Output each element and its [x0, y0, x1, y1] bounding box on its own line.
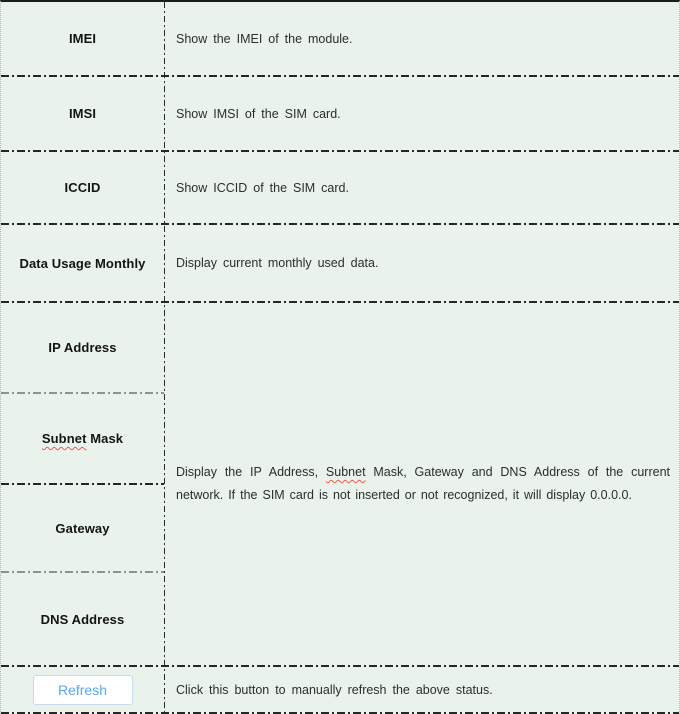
table-row-imsi	[1, 77, 679, 150]
label-iccid: ICCID	[64, 180, 101, 195]
merged-left-column	[1, 303, 164, 665]
label-subnet-mask	[42, 431, 123, 446]
row-description	[164, 225, 679, 301]
label-ip-address: IP Address	[48, 340, 117, 355]
row-label	[1, 225, 164, 301]
table-row-iccid	[1, 152, 679, 223]
description-data-usage-monthly: Display current monthly used data.	[176, 256, 379, 270]
merged-description-cell	[164, 303, 679, 665]
label-dns-address: DNS Address	[40, 611, 125, 627]
table-row-refresh	[1, 667, 679, 712]
spellcheck-word: Subnet	[41, 431, 87, 446]
table-row-imei	[1, 2, 679, 75]
table-row-gateway	[1, 485, 164, 571]
description-network-addresses	[176, 461, 670, 507]
description-imsi: Show IMSI of the SIM card.	[176, 106, 341, 121]
row-description	[164, 2, 679, 75]
label-imei: IMEI	[68, 31, 97, 46]
row-label	[1, 77, 164, 150]
row-description	[164, 152, 679, 223]
row-label	[1, 2, 164, 75]
row-label	[1, 667, 164, 712]
label-subnet-mask-rest: Mask	[86, 431, 124, 446]
table-row-data-usage-monthly	[1, 225, 679, 301]
description-imei: Show the IMEI of the module.	[176, 31, 353, 46]
row-description	[164, 667, 679, 712]
description-part1: Display the IP Address,	[176, 465, 326, 479]
table-row-ip-address	[1, 303, 164, 392]
spellcheck-word: Subnet	[325, 465, 366, 479]
column-divider	[164, 2, 165, 714]
table-row-subnet-mask	[1, 394, 164, 483]
row-description	[164, 77, 679, 150]
table-row-dns-address	[1, 573, 164, 665]
row-label	[1, 152, 164, 223]
label-data-usage-monthly: Data Usage Monthly	[19, 255, 146, 271]
merged-network-rows	[1, 303, 679, 665]
description-part2: Mask, Gateway and DNS Address of the current network. If the SIM card is not inserted or not recognized, it will display 0.0.0.0.	[176, 465, 670, 502]
label-gateway: Gateway	[55, 520, 110, 536]
label-imsi: IMSI	[68, 106, 97, 121]
description-refresh: Click this button to manually refresh the above status.	[176, 682, 493, 697]
refresh-button[interactable]: Refresh	[33, 675, 133, 705]
description-iccid: Show ICCID of the SIM card.	[176, 180, 349, 195]
